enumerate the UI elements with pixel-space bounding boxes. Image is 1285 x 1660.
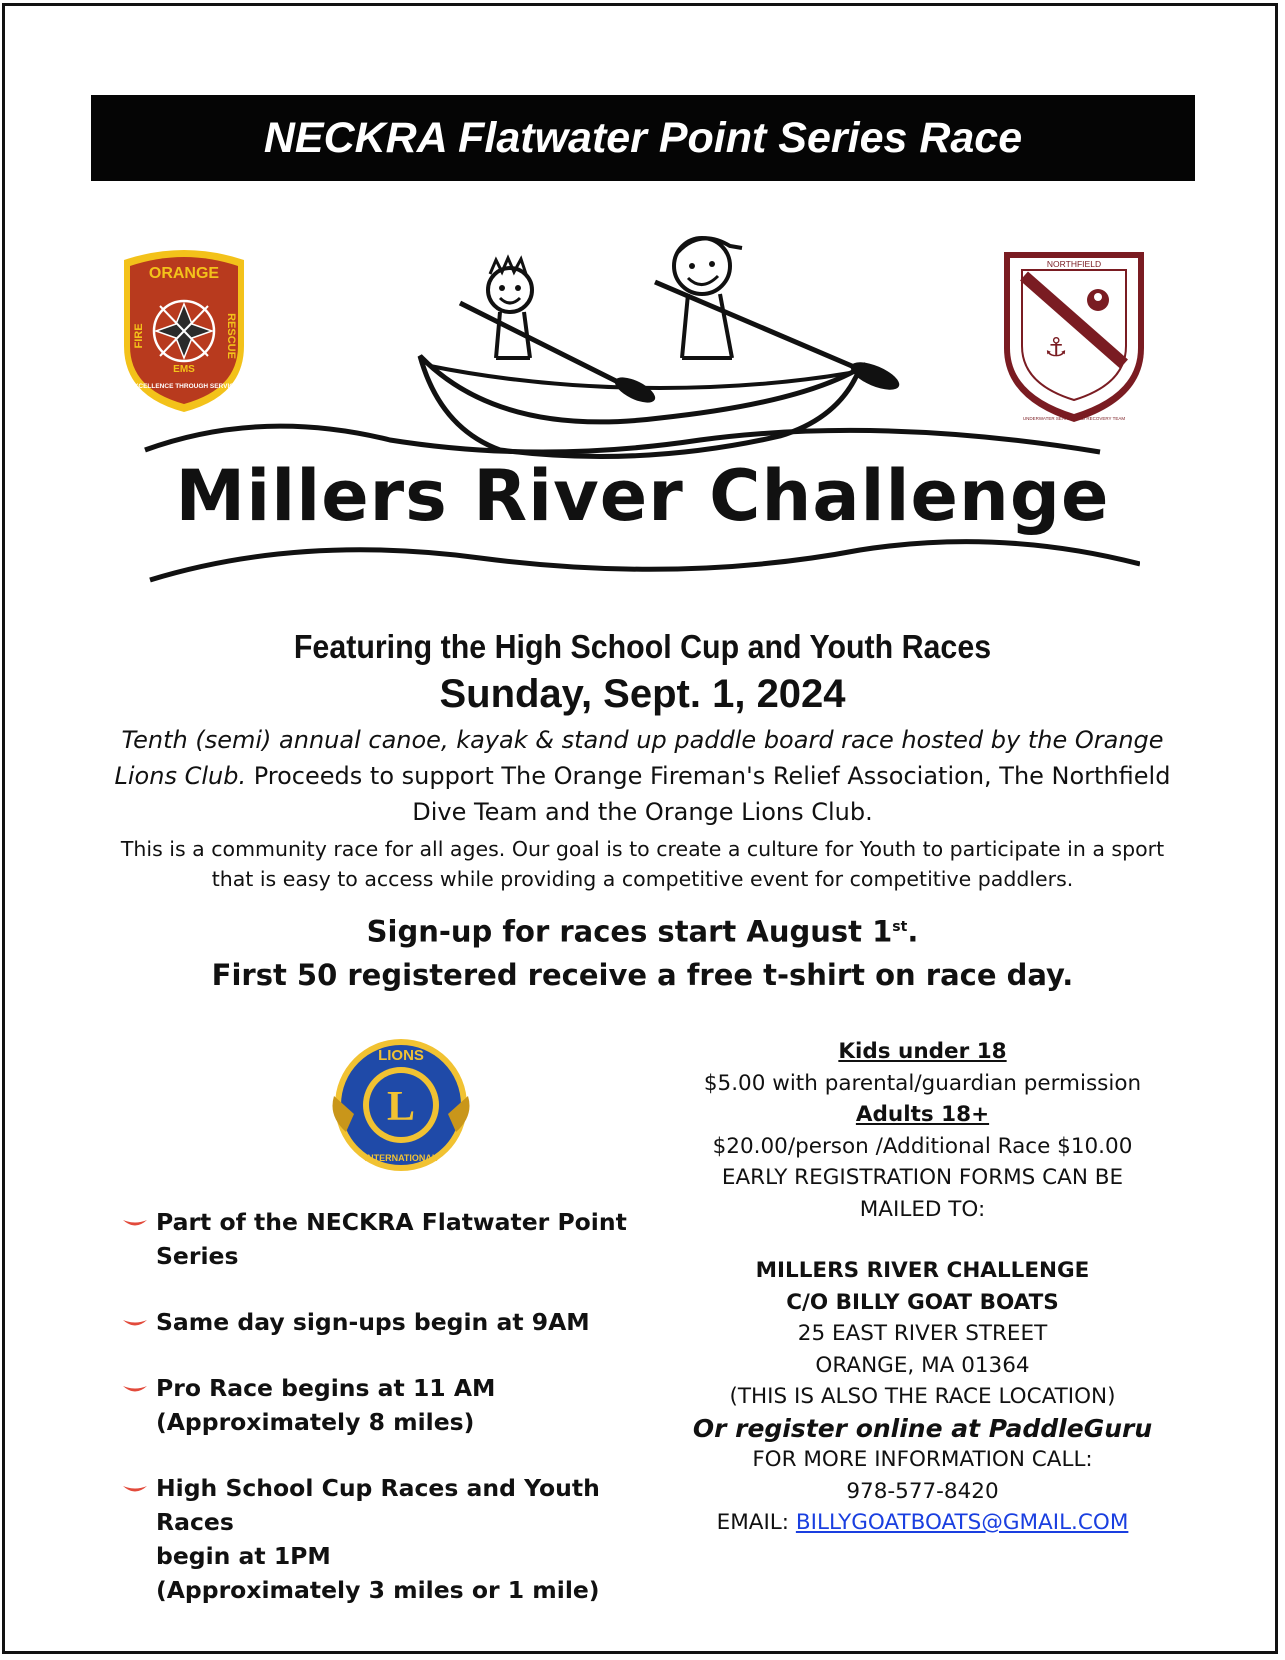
lions-top-text: LIONS — [378, 1047, 424, 1064]
badge-motto-text: EXCELLENCE THROUGH SERVICE — [129, 383, 239, 390]
address-city: ORANGE, MA 01364 — [815, 1352, 1030, 1378]
signup-line-1 — [0, 906, 1285, 954]
event-date: Sunday, Sept. 1, 2024 — [439, 672, 846, 716]
badge-northfield-text: NORTHFIELD — [1046, 259, 1102, 269]
badge-ems-text: EMS — [173, 364, 195, 375]
bullet-text: (Approximately 8 miles) — [156, 1408, 475, 1436]
anchor-icon: ⚓ — [1044, 333, 1068, 363]
adults-price: $20.00/person /Additional Race $10.00 — [712, 1133, 1133, 1159]
list-item — [122, 1305, 682, 1339]
early-registration-note: EARLY REGISTRATION FORMS CAN BE MAILED TO: — [721, 1165, 1124, 1222]
kids-price: $5.00 with parental/guardian permission — [703, 1070, 1142, 1096]
bullet-text: Pro Race begins at 11 AM — [156, 1374, 496, 1402]
list-item — [122, 1205, 682, 1273]
featuring-heading: Featuring the High School Cup and Youth Races — [293, 628, 992, 665]
signup-block — [0, 906, 1285, 997]
canoe-bullet-icon — [122, 1317, 148, 1329]
kids-heading: Kids under 18 — [838, 1039, 1007, 1064]
canoe-bullet-icon — [122, 1383, 148, 1395]
spacer — [680, 1225, 1165, 1255]
community-paragraph: This is a community race for all ages. Our goal is to create a culture for Youth to participate in a sport that is easy to access while providing a competitive event for competitive paddlers. — [120, 837, 1165, 891]
badge-fire-text: FIRE — [133, 323, 145, 349]
intro-paragraph — [100, 722, 1185, 830]
canoe-bullet-icon — [122, 1217, 148, 1229]
intro-regular: Proceeds to support The Orange Fireman's Relief Association, The Northfield Dive Team and the Orange Lions Club. — [253, 762, 1171, 826]
badge-rescue-text: RESCUE — [225, 313, 237, 359]
list-item — [122, 1471, 682, 1607]
lions-bottom-text: INTERNATIONAL — [364, 1153, 438, 1163]
bullet-text: High School Cup Races and Youth Races — [156, 1474, 600, 1536]
adults-heading: Adults 18+ — [855, 1102, 990, 1127]
badge-ring-text: UNDERWATER SEARCH AND RECOVERY TEAM — [1022, 416, 1126, 421]
online-registration: Or register online at PaddleGuru — [692, 1413, 1153, 1443]
canoe-paddlers-illustration — [140, 228, 1140, 598]
phone-number: 978-577-8420 — [846, 1478, 999, 1504]
list-item — [122, 1371, 682, 1439]
email-label: EMAIL: — [716, 1510, 790, 1535]
bullet-text: Same day sign-ups begin at 9AM — [156, 1308, 590, 1336]
signup-end: . — [907, 914, 919, 949]
lions-l-letter: L — [386, 1084, 416, 1130]
bullet-text: Part of the NECKRA Flatwater Point Series — [156, 1208, 627, 1270]
intro-italic: Tenth (semi) annual canoe, kayak & stand up paddle board race hosted by the Orange Lions Club. — [114, 726, 1164, 790]
header-banner — [91, 95, 1195, 181]
email-link[interactable]: BILLYGOATBOATS@GMAIL.COM — [795, 1510, 1129, 1535]
info-label: FOR MORE INFORMATION CALL: — [752, 1447, 1093, 1472]
signup-text: Sign-up for races start August 1 — [366, 914, 893, 949]
address-note: (THIS IS ALSO THE RACE LOCATION) — [729, 1384, 1116, 1409]
bullet-text: (Approximately 3 miles or 1 mile) — [156, 1576, 600, 1604]
event-details-list — [122, 1205, 682, 1639]
email-line — [680, 1507, 1165, 1539]
address-co: C/O BILLY GOAT BOATS — [786, 1289, 1059, 1315]
canoe-bullet-icon — [122, 1483, 148, 1495]
lions-international-logo — [332, 1036, 470, 1174]
bullet-text: begin at 1PM — [156, 1542, 331, 1570]
event-title: Millers River Challenge — [175, 455, 1110, 537]
badge-orange-text: ORANGE — [148, 265, 220, 282]
address-name: MILLERS RIVER CHALLENGE — [755, 1258, 1090, 1283]
registration-info — [680, 1036, 1165, 1539]
address-street: 25 EAST RIVER STREET — [797, 1321, 1048, 1346]
signup-sup: st — [892, 919, 908, 935]
signup-line-2: First 50 registered receive a free t-shirt on race day. — [211, 957, 1074, 992]
banner-title: NECKRA Flatwater Point Series Race — [263, 113, 1023, 162]
